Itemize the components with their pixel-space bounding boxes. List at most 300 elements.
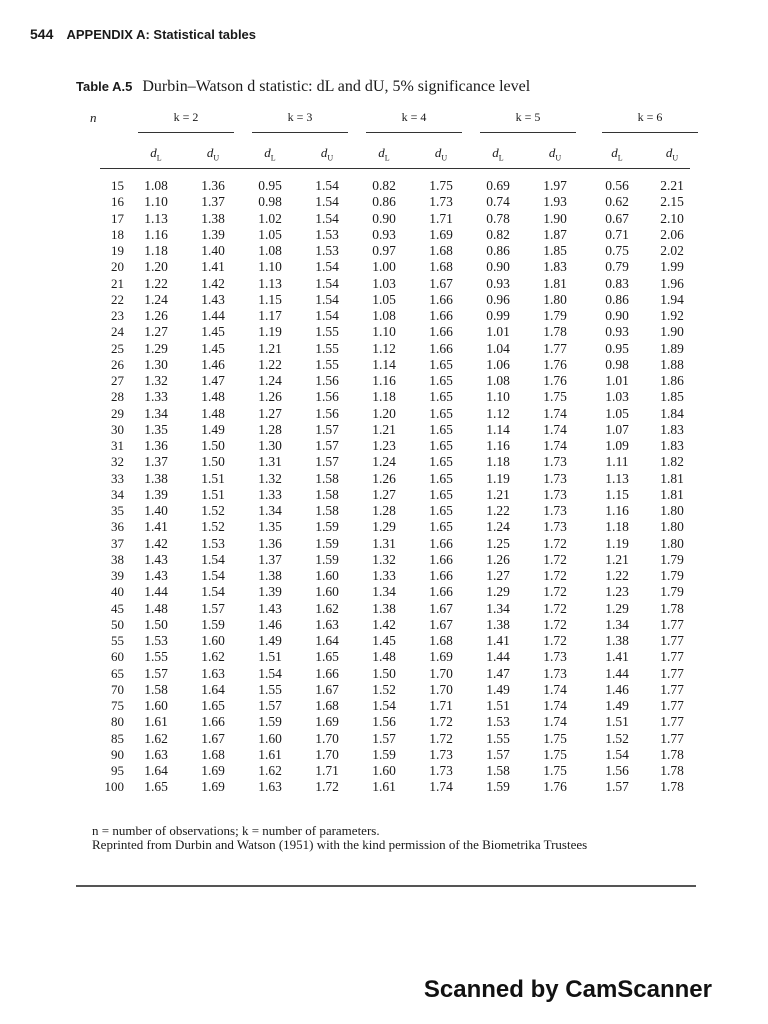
table-cell: 1.54 <box>201 568 225 583</box>
table-cell: 1.90 <box>543 210 567 226</box>
table-cell: 1.12 <box>372 340 396 356</box>
row-n-value: 27 <box>111 373 124 388</box>
row-n-value: 39 <box>111 568 124 583</box>
table-cell: 1.26 <box>258 389 282 405</box>
table-cell: 1.35 <box>258 519 282 535</box>
table-cell: 1.09 <box>605 438 629 453</box>
bottom-rule <box>76 885 696 887</box>
table-cell: 1.49 <box>201 421 225 437</box>
footnote-source: Reprinted from Durbin and Watson (1951) with the kind permission of the Biometrika Trustees <box>92 837 588 852</box>
table-cell: 1.71 <box>429 210 453 226</box>
table-cell: 1.39 <box>201 226 225 242</box>
table-cell: 1.16 <box>486 438 510 453</box>
table-cell: 1.73 <box>543 470 567 486</box>
row-n-value: 75 <box>111 698 124 713</box>
table-cell: 1.39 <box>144 486 168 502</box>
table-cell: 1.45 <box>201 340 225 356</box>
table-cell: 1.72 <box>429 730 453 746</box>
table-cell: 1.61 <box>144 714 168 730</box>
k-group-rule <box>480 132 576 133</box>
bound-subheader: $d_U$ <box>320 145 334 163</box>
table-cell: 1.68 <box>315 698 339 713</box>
table-cell: 1.30 <box>144 356 168 372</box>
table-cell: 1.65 <box>429 389 453 405</box>
table-cell: 1.54 <box>315 210 339 226</box>
row-n-value: 18 <box>111 226 124 242</box>
table-cell: 1.65 <box>429 470 453 486</box>
table-cell: 1.18 <box>486 454 510 470</box>
table-cell: 1.77 <box>660 616 684 632</box>
table-cell: 1.38 <box>486 616 510 632</box>
table-cell: 1.77 <box>660 730 684 746</box>
row-n-value: 16 <box>111 194 124 210</box>
table-cell: 1.05 <box>372 291 396 307</box>
table-cell: 1.01 <box>605 373 629 388</box>
table-cell: 1.99 <box>660 259 684 275</box>
table-cell: 1.15 <box>258 291 282 307</box>
table-cell: 1.27 <box>258 405 282 421</box>
table-cell: 1.13 <box>258 275 282 291</box>
table-cell: 1.84 <box>660 405 684 421</box>
table-cell: 1.54 <box>258 665 282 681</box>
table-cell: 2.10 <box>660 210 684 226</box>
table-cell: 1.37 <box>258 551 282 567</box>
row-n-value: 60 <box>111 649 124 665</box>
table-cell: 1.10 <box>144 194 168 210</box>
page-number: 544 <box>30 26 54 42</box>
row-n-value: 45 <box>111 600 124 616</box>
table-cell: 1.60 <box>201 633 225 648</box>
row-n-value: 24 <box>111 324 124 340</box>
table-cell: 1.52 <box>201 519 225 535</box>
row-n-value: 22 <box>111 291 124 307</box>
table-cell: 1.87 <box>543 226 567 242</box>
table-cell: 1.55 <box>486 730 510 746</box>
row-n-value: 37 <box>111 535 124 551</box>
table-cell: 1.38 <box>258 568 282 583</box>
table-cell: 1.56 <box>315 405 339 421</box>
table-cell: 1.48 <box>201 405 225 421</box>
table-cell: 1.57 <box>315 421 339 437</box>
table-cell: 1.38 <box>144 470 168 486</box>
table-cell: 1.36 <box>144 438 168 453</box>
table-cell: 1.85 <box>660 389 684 405</box>
table-cell: 1.41 <box>144 519 168 535</box>
table-cell: 1.24 <box>372 454 396 470</box>
table-cell: 1.83 <box>543 259 567 275</box>
table-cell: 1.54 <box>315 194 339 210</box>
row-n-value: 100 <box>104 779 124 795</box>
table-cell: 1.59 <box>315 535 339 551</box>
table-cell: 1.32 <box>372 551 396 567</box>
table-cell: 1.72 <box>543 600 567 616</box>
table-cell: 1.14 <box>372 356 396 372</box>
table-cell: 0.78 <box>486 210 510 226</box>
table-cell: 1.47 <box>201 373 225 388</box>
k-group-rule <box>602 132 698 133</box>
table-cell: 1.77 <box>543 340 567 356</box>
table-cell: 1.53 <box>315 243 339 258</box>
table-cell: 1.31 <box>372 535 396 551</box>
table-cell: 1.51 <box>201 470 225 486</box>
table-cell: 1.21 <box>258 340 282 356</box>
table-cell: 1.58 <box>315 503 339 518</box>
table-cell: 1.11 <box>605 454 629 470</box>
table-cell: 1.70 <box>429 665 453 681</box>
table-cell: 1.65 <box>429 438 453 453</box>
table-cell: 1.62 <box>315 600 339 616</box>
table-cell: 1.31 <box>258 454 282 470</box>
table-cell: 1.46 <box>201 356 225 372</box>
table-cell: 1.61 <box>258 746 282 762</box>
table-cell: 1.38 <box>372 600 396 616</box>
table-cell: 1.83 <box>660 438 684 453</box>
table-cell: 1.28 <box>258 421 282 437</box>
table-cell: 1.23 <box>372 438 396 453</box>
table-cell: 0.79 <box>605 259 629 275</box>
table-cell: 0.90 <box>605 308 629 323</box>
table-cell: 1.44 <box>605 665 629 681</box>
table-cell: 1.46 <box>605 681 629 697</box>
table-cell: 1.64 <box>315 633 339 648</box>
table-cell: 1.42 <box>372 616 396 632</box>
row-n-value: 50 <box>111 616 124 632</box>
table-cell: 1.21 <box>372 421 396 437</box>
k-header: k = 3 <box>287 110 313 124</box>
table-cell: 1.55 <box>315 356 339 372</box>
table-cell: 1.40 <box>201 243 225 258</box>
table-cell: 1.19 <box>258 324 282 340</box>
table-cell: 1.94 <box>660 291 684 307</box>
table-cell: 1.38 <box>605 633 629 648</box>
table-cell: 1.46 <box>258 616 282 632</box>
table-cell: 1.58 <box>315 470 339 486</box>
table-cell: 1.77 <box>660 665 684 681</box>
table-cell: 1.55 <box>258 681 282 697</box>
table-cell: 1.49 <box>486 681 510 697</box>
bound-subheader: $d_L$ <box>492 145 504 163</box>
table-cell: 1.64 <box>144 763 168 778</box>
table-cell: 1.53 <box>486 714 510 730</box>
row-n-value: 65 <box>111 665 124 681</box>
table-cell: 1.39 <box>258 584 282 600</box>
table-cell: 1.17 <box>258 308 282 323</box>
table-cell: 0.86 <box>605 291 629 307</box>
bound-subheader: $d_L$ <box>264 145 276 163</box>
row-n-value: 30 <box>111 421 124 437</box>
table-cell: 1.73 <box>543 519 567 535</box>
table-cell: 1.86 <box>660 373 684 388</box>
table-cell: 1.01 <box>486 324 510 340</box>
table-cell: 1.45 <box>372 633 396 648</box>
table-cell: 1.65 <box>429 421 453 437</box>
table-cell: 0.86 <box>372 194 396 210</box>
table-cell: 1.64 <box>201 681 225 697</box>
table-cell: 1.33 <box>258 486 282 502</box>
table-cell: 1.65 <box>201 698 225 713</box>
table-cell: 1.56 <box>315 389 339 405</box>
footnote-definition: n = number of observations; k = number of parameters. <box>92 823 380 838</box>
table-cell: 1.08 <box>144 178 168 193</box>
row-n-value: 70 <box>111 681 124 697</box>
table-cell: 1.67 <box>429 275 453 291</box>
table-cell: 0.56 <box>605 178 629 193</box>
bound-subheader: $d_U$ <box>548 145 562 163</box>
table-cell: 1.49 <box>605 698 629 713</box>
table-cell: 1.40 <box>144 503 168 518</box>
table-cell: 1.78 <box>660 763 684 778</box>
table-cell: 1.57 <box>315 438 339 453</box>
table-cell: 0.96 <box>486 291 510 307</box>
table-cell: 0.86 <box>486 243 510 258</box>
row-n-value: 23 <box>111 308 124 323</box>
table-cell: 1.79 <box>660 584 684 600</box>
table-cell: 1.81 <box>543 275 567 291</box>
table-cell: 1.03 <box>372 275 396 291</box>
table-cell: 1.81 <box>660 470 684 486</box>
table-cell: 1.59 <box>486 779 510 795</box>
table-cell: 1.10 <box>372 324 396 340</box>
table-cell: 1.69 <box>201 763 225 778</box>
bound-subheader: $d_L$ <box>378 145 390 163</box>
table-cell: 1.41 <box>486 633 510 648</box>
table-cell: 1.10 <box>258 259 282 275</box>
table-cell: 1.66 <box>429 568 453 583</box>
table-cell: 1.59 <box>372 746 396 762</box>
table-cell: 1.56 <box>315 373 339 388</box>
row-n-value: 85 <box>111 730 124 746</box>
row-n-value: 38 <box>111 551 124 567</box>
table-cell: 1.16 <box>605 503 629 518</box>
table-cell: 1.67 <box>429 616 453 632</box>
row-n-value: 95 <box>111 763 124 778</box>
table-cell: 1.27 <box>144 324 168 340</box>
bound-subheader: $d_U$ <box>434 145 448 163</box>
table-cell: 1.05 <box>605 405 629 421</box>
table-cell: 1.15 <box>605 486 629 502</box>
table-cell: 1.55 <box>144 649 168 665</box>
table-cell: 1.60 <box>258 730 282 746</box>
table-cell: 1.72 <box>315 779 339 795</box>
table-cell: 1.54 <box>201 551 225 567</box>
table-cell: 1.44 <box>201 308 225 323</box>
table-cell: 1.74 <box>543 714 567 730</box>
table-cell: 1.10 <box>486 389 510 405</box>
table-cell: 1.71 <box>315 763 339 778</box>
table-cell: 1.51 <box>258 649 282 665</box>
table-cell: 1.62 <box>144 730 168 746</box>
table-cell: 1.19 <box>486 470 510 486</box>
row-n-value: 40 <box>111 584 124 600</box>
table-cell: 1.50 <box>201 454 225 470</box>
table-cell: 1.48 <box>144 600 168 616</box>
table-cell: 1.33 <box>372 568 396 583</box>
table-cell: 1.20 <box>144 259 168 275</box>
table-cell: 1.60 <box>315 584 339 600</box>
table-cell: 1.22 <box>486 503 510 518</box>
table-cell: 1.25 <box>486 535 510 551</box>
table-cell: 1.57 <box>372 730 396 746</box>
table-cell: 1.73 <box>543 454 567 470</box>
row-n-value: 15 <box>111 178 124 193</box>
table-cell: 1.08 <box>258 243 282 258</box>
table-cell: 1.58 <box>315 486 339 502</box>
table-cell: 2.02 <box>660 243 684 258</box>
table-cell: 0.93 <box>372 226 396 242</box>
table-cell: 1.26 <box>144 308 168 323</box>
table-cell: 1.73 <box>429 763 453 778</box>
table-title <box>76 78 530 96</box>
table-cell: 1.85 <box>543 243 567 258</box>
table-cell: 0.95 <box>258 178 282 193</box>
table-cell: 1.65 <box>429 405 453 421</box>
table-cell: 1.66 <box>429 291 453 307</box>
camscanner-watermark: Scanned by CamScanner <box>423 976 712 1003</box>
table-cell: 1.58 <box>144 681 168 697</box>
table-cell: 1.66 <box>315 665 339 681</box>
n-column-header: n <box>90 110 97 125</box>
table-cell: 1.97 <box>543 178 567 193</box>
table-cell: 1.16 <box>144 226 168 242</box>
table-cell: 1.73 <box>543 665 567 681</box>
row-n-value: 28 <box>111 389 124 405</box>
table-cell: 1.65 <box>429 486 453 502</box>
row-n-value: 20 <box>111 259 124 275</box>
table-cell: 1.68 <box>429 259 453 275</box>
table-cell: 1.13 <box>605 470 629 486</box>
k-group-rule <box>366 132 462 133</box>
table-cell: 1.43 <box>258 600 282 616</box>
table-cell: 2.15 <box>660 194 684 210</box>
table-cell: 1.44 <box>144 584 168 600</box>
table-cell: 1.60 <box>372 763 396 778</box>
table-cell: 1.41 <box>201 259 225 275</box>
table-cell: 1.08 <box>486 373 510 388</box>
table-cell: 1.36 <box>258 535 282 551</box>
k-group-rule <box>252 132 348 133</box>
table-cell: 1.04 <box>486 340 510 356</box>
table-cell: 1.54 <box>372 698 396 713</box>
table-cell: 1.42 <box>144 535 168 551</box>
table-cell: 1.26 <box>372 470 396 486</box>
table-cell: 1.76 <box>543 779 567 795</box>
row-n-value: 29 <box>111 405 124 421</box>
table-cell: 1.68 <box>429 243 453 258</box>
table-cell: 0.95 <box>605 340 629 356</box>
table-cell: 1.76 <box>543 373 567 388</box>
table-cell: 1.43 <box>144 551 168 567</box>
table-cell: 1.30 <box>258 438 282 453</box>
row-n-value: 32 <box>111 454 124 470</box>
table-cell: 1.63 <box>258 779 282 795</box>
table-cell: 1.57 <box>605 779 629 795</box>
row-n-value: 26 <box>111 356 124 372</box>
bound-subheader: $d_U$ <box>206 145 220 163</box>
table-cell: 1.57 <box>144 665 168 681</box>
table-cell: 1.75 <box>543 746 567 762</box>
table-cell: 0.83 <box>605 275 629 291</box>
table-cell: 1.75 <box>543 763 567 778</box>
header-rule <box>100 168 690 169</box>
table-cell: 1.27 <box>372 486 396 502</box>
k-header: k = 2 <box>173 110 199 124</box>
table-cell: 1.57 <box>486 746 510 762</box>
table-cell: 1.56 <box>372 714 396 730</box>
table-cell: 1.35 <box>144 421 168 437</box>
table-cell: 1.51 <box>486 698 510 713</box>
table-label: Table A.5 <box>76 79 133 94</box>
table-cell: 1.54 <box>315 259 339 275</box>
table-cell: 1.62 <box>201 649 225 665</box>
table-cell: 1.37 <box>144 454 168 470</box>
table-cell: 1.96 <box>660 275 684 291</box>
table-cell: 1.24 <box>258 373 282 388</box>
table-cell: 1.65 <box>429 373 453 388</box>
table-cell: 1.54 <box>315 308 339 323</box>
table-cell: 1.34 <box>372 584 396 600</box>
table-cell: 1.34 <box>605 616 629 632</box>
table-cell: 1.18 <box>144 243 168 258</box>
table-cell: 1.68 <box>429 633 453 648</box>
table-cell: 1.22 <box>144 275 168 291</box>
table-cell: 1.73 <box>543 486 567 502</box>
table-cell: 1.74 <box>543 681 567 697</box>
table-cell: 1.72 <box>543 584 567 600</box>
table-cell: 1.72 <box>543 535 567 551</box>
page-header <box>30 26 256 42</box>
table-cell: 1.50 <box>144 616 168 632</box>
table-cell: 1.76 <box>543 356 567 372</box>
row-n-value: 80 <box>111 714 124 730</box>
table-cell: 1.72 <box>543 616 567 632</box>
table-cell: 1.22 <box>605 568 629 583</box>
table-cell: 1.34 <box>144 405 168 421</box>
table-cell: 1.73 <box>543 503 567 518</box>
table-cell: 1.12 <box>486 405 510 421</box>
table-cell: 1.77 <box>660 649 684 665</box>
table-cell: 1.26 <box>486 551 510 567</box>
k-header: k = 4 <box>401 110 427 124</box>
table-cell: 1.52 <box>605 730 629 746</box>
table-cell: 1.54 <box>315 291 339 307</box>
table-cell: 0.82 <box>486 226 510 242</box>
table-cell: 1.66 <box>429 551 453 567</box>
table-cell: 1.63 <box>201 665 225 681</box>
table-cell: 1.58 <box>486 763 510 778</box>
bound-subheader: $d_U$ <box>665 145 679 163</box>
table-cell: 1.74 <box>543 438 567 453</box>
table-cell: 1.81 <box>660 486 684 502</box>
row-n-value: 36 <box>111 519 124 535</box>
row-n-value: 33 <box>111 470 124 486</box>
table-cell: 1.24 <box>486 519 510 535</box>
bound-subheader: $d_L$ <box>611 145 623 163</box>
table-cell: 1.37 <box>201 194 225 210</box>
table-cell: 1.80 <box>660 535 684 551</box>
table-cell: 0.82 <box>372 178 396 193</box>
table-cell: 1.53 <box>315 226 339 242</box>
table-cell: 1.57 <box>201 600 225 616</box>
table-cell: 1.02 <box>258 210 282 226</box>
table-cell: 1.66 <box>429 324 453 340</box>
table-cell: 1.34 <box>486 600 510 616</box>
table-cell: 1.51 <box>605 714 629 730</box>
table-cell: 1.66 <box>429 584 453 600</box>
table-cell: 1.54 <box>605 746 629 762</box>
table-cell: 0.93 <box>605 324 629 340</box>
table-cell: 1.79 <box>660 551 684 567</box>
table-cell: 1.50 <box>201 438 225 453</box>
